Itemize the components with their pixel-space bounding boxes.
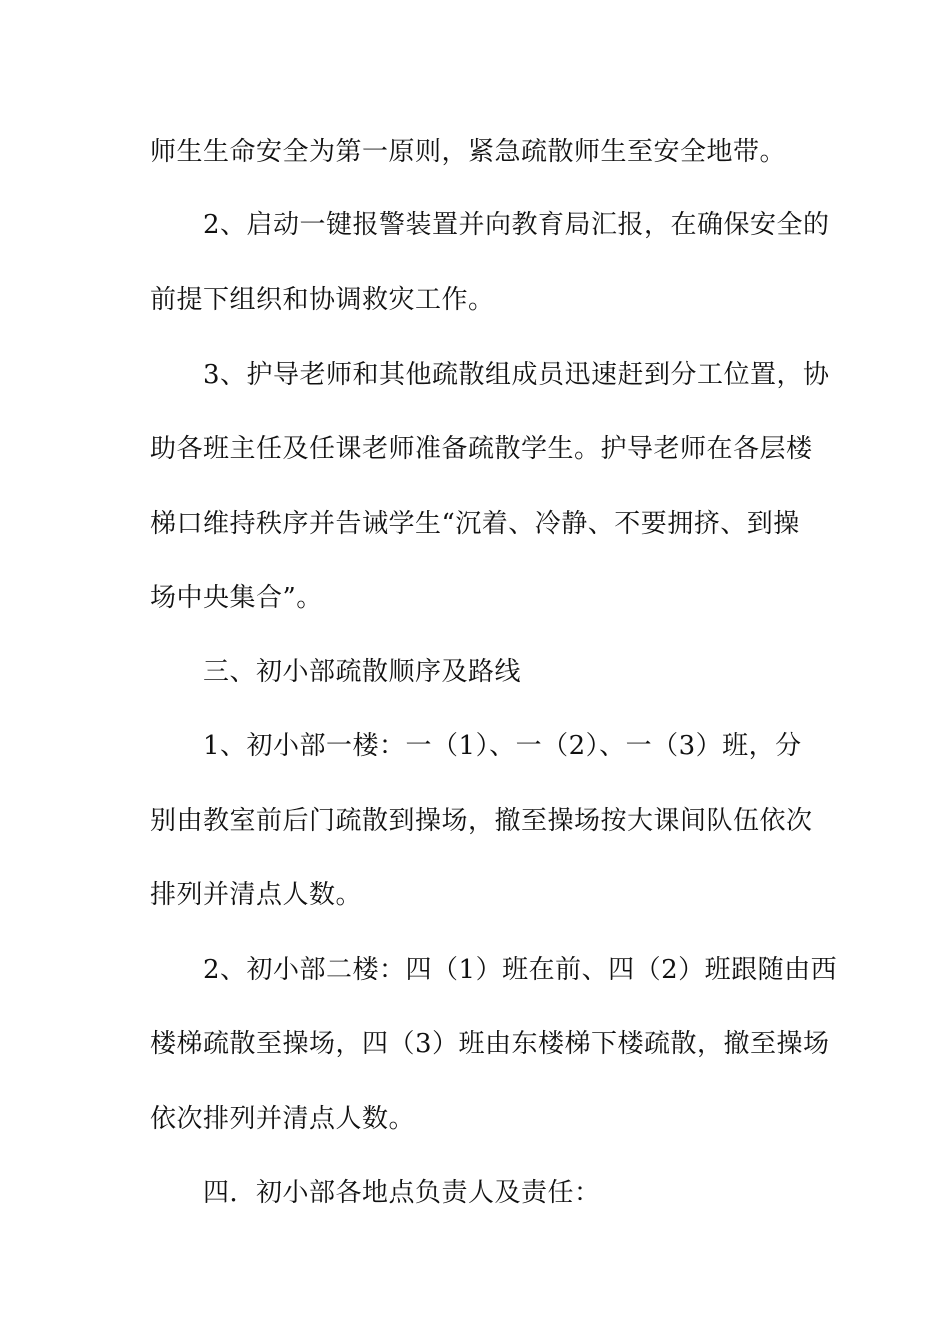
text-line-12: 2、初小部二楼：四（1）班在前、四（2）班跟随由西 <box>203 955 838 985</box>
text-line-13: 楼梯疏散至操场，四（3）班由东楼梯下楼疏散，撤至操场 <box>150 1029 830 1059</box>
text-line-11: 排列并清点人数。 <box>150 880 363 910</box>
text-line-10: 别由教室前后门疏散到操场，撤至操场按大课间队伍依次 <box>150 806 813 836</box>
text-line-6: 梯口维持秩序并告诫学生“沉着、冷静、不要拥挤、到操 <box>150 509 800 539</box>
text-line-5: 助各班主任及任课老师准备疏散学生。护导老师在各层楼 <box>150 434 813 464</box>
section-heading-4: 四．初小部各地点负责人及责任： <box>203 1178 601 1208</box>
text-line-2: 2、启动一键报警装置并向教育局汇报，在确保安全的 <box>203 210 830 240</box>
text-line-1: 师生生命安全为第一原则，紧急疏散师生至安全地带。 <box>150 137 787 167</box>
section-heading-3: 三、初小部疏散顺序及路线 <box>203 657 522 687</box>
text-line-4: 3、护导老师和其他疏散组成员迅速赶到分工位置，协 <box>203 360 830 390</box>
text-line-3: 前提下组织和协调救灾工作。 <box>150 285 495 315</box>
text-line-7: 场中央集合”。 <box>150 583 323 613</box>
text-line-9: 1、初小部一楼：一（1）、一（2）、一（3）班，分 <box>203 731 802 761</box>
text-line-14: 依次排列并清点人数。 <box>150 1104 416 1134</box>
